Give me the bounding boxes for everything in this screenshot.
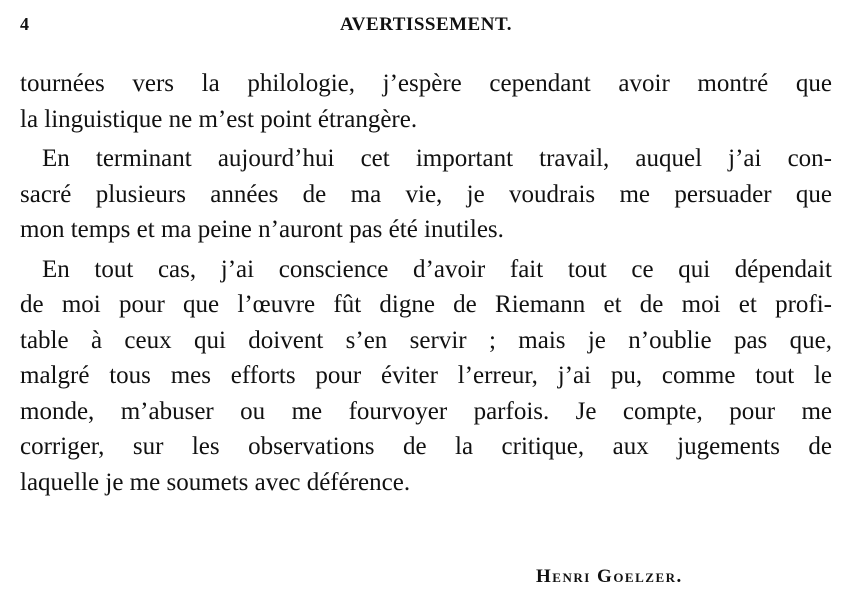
text-line: sacré plusieurs années de ma vie, je voudrais me persuader que [20,180,832,208]
page-number: 4 [20,14,29,34]
text-line: monde, m’abuser ou me fourvoyer parfois. Je compte, pour me [20,397,832,425]
author-signature: Henri Goelzer. [536,566,683,587]
text-line: tournées vers la philologie, j’espère cependant avoir montré que [20,70,832,97]
running-head: AVERTISSEMENT. [340,14,512,35]
paragraph [20,252,832,501]
text-line: de moi pour que l’œuvre fût digne de Riemann et de moi et profi- [20,291,832,318]
text-line: En terminant aujourd’hui cet important travail, auquel j’ai con- [42,145,832,172]
text-line: mon temps et ma peine n’auront pas été inutiles. [20,216,504,243]
paragraph [20,66,832,137]
text-line: la linguistique ne m’est point étrangère. [20,105,418,133]
text-line: malgré tous mes efforts pour éviter l’erreur, j’ai pu, comme tout le [20,362,832,389]
text-line: corriger, sur les observations de la critique, aux jugements de [20,433,832,460]
body-text [20,66,832,500]
text-line: laquelle je me soumets avec déférence. [20,468,411,496]
text-line: table à ceux qui doivent s’en servir ; mais je n’oublie pas que, [20,326,832,354]
text-line: En tout cas, j’ai conscience d’avoir fait tout ce qui dépendait [42,255,832,283]
paragraph [20,141,832,248]
page-header [20,14,832,40]
